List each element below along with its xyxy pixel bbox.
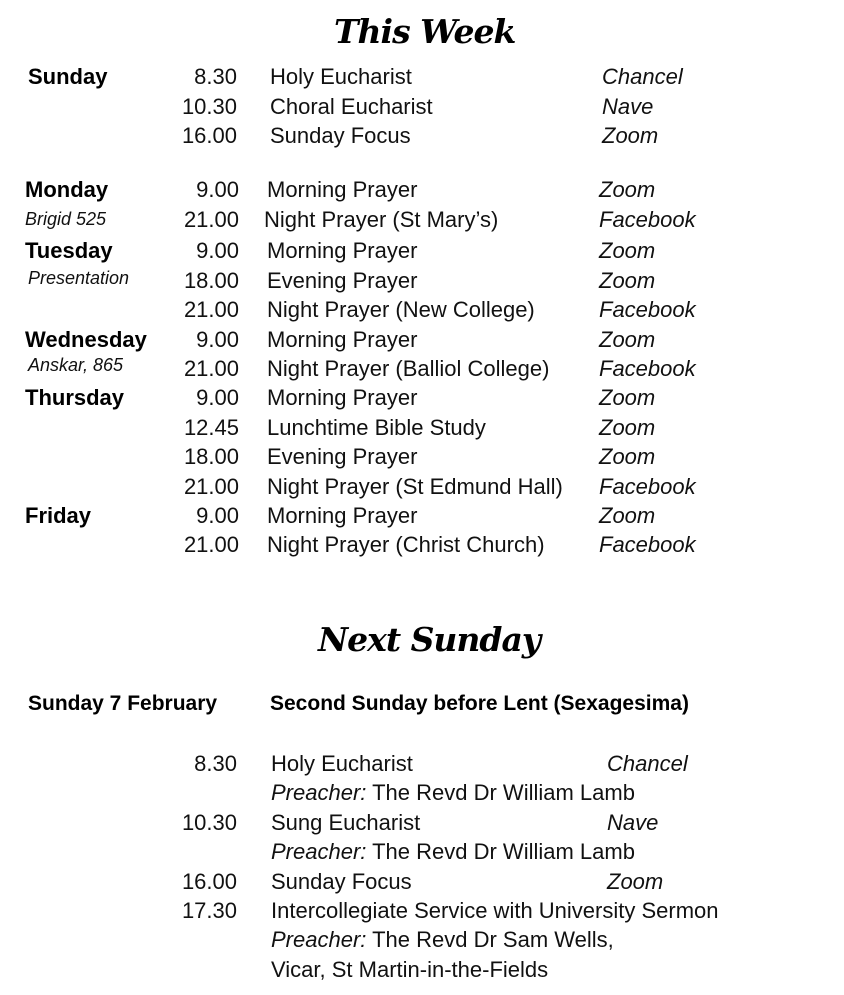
service-time: 21.00 (183, 532, 239, 557)
next-sunday-date: Sunday 7 February (28, 692, 218, 715)
service-place: Zoom (599, 268, 656, 293)
service-time: 21.00 (183, 207, 239, 232)
service-time: 9.00 (196, 327, 239, 352)
service-place: Facebook (599, 207, 696, 232)
service-place: Zoom (599, 415, 656, 440)
preacher-label: Preacher: (271, 780, 367, 805)
service-place: Zoom (599, 177, 656, 202)
service-title: Choral Eucharist (270, 94, 433, 119)
service-title: Night Prayer (Christ Church) (267, 532, 545, 557)
service-place: Zoom (602, 123, 659, 148)
commemoration-tuesday: Presentation (28, 268, 130, 288)
service-time: 17.30 (181, 898, 237, 923)
service-time: 16.00 (181, 869, 237, 894)
service-time: 9.00 (196, 177, 239, 202)
this-week-heading: This Week (334, 12, 516, 51)
service-title: Sunday Focus (271, 869, 412, 894)
service-time: 9.00 (196, 238, 239, 263)
next-sunday-heading: Next Sunday (318, 620, 541, 659)
day-label-sunday: Sunday (28, 64, 108, 89)
service-place: Chancel (607, 751, 688, 776)
service-title: Intercollegiate Service with University Sermon (271, 898, 719, 923)
service-place: Chancel (602, 64, 683, 89)
service-title: Morning Prayer (267, 238, 418, 263)
preacher-line (271, 927, 614, 953)
service-time: 8.30 (194, 751, 237, 776)
service-title: Night Prayer (Balliol College) (267, 356, 550, 381)
service-place: Zoom (599, 385, 656, 410)
service-title: Holy Eucharist (270, 64, 412, 89)
service-place: Facebook (599, 474, 696, 499)
service-place: Zoom (599, 327, 656, 352)
service-time: 10.30 (181, 94, 237, 119)
service-time: 12.45 (183, 415, 239, 440)
commemoration-wednesday: Anskar, 865 (28, 355, 124, 375)
preacher-name: The Revd Dr Sam Wells, (372, 927, 614, 952)
preacher-name: The Revd Dr William Lamb (372, 780, 635, 805)
service-time: 21.00 (183, 297, 239, 322)
preacher-line (271, 839, 635, 865)
preacher-name: The Revd Dr William Lamb (372, 839, 635, 864)
day-label-tuesday: Tuesday (25, 238, 113, 263)
service-time: 10.30 (181, 810, 237, 835)
service-place: Zoom (599, 238, 656, 263)
service-title: Holy Eucharist (271, 751, 413, 776)
service-place: Zoom (607, 869, 664, 894)
service-title: Night Prayer (St Edmund Hall) (267, 474, 563, 499)
next-sunday-occasion: Second Sunday before Lent (Sexagesima) (270, 692, 689, 715)
preacher-label: Preacher: (271, 927, 367, 952)
preacher-line (271, 780, 635, 806)
service-place: Facebook (599, 532, 696, 557)
service-place: Facebook (599, 356, 696, 381)
service-title: Night Prayer (New College) (267, 297, 535, 322)
service-time: 18.00 (183, 444, 239, 469)
preacher-label: Preacher: (271, 839, 367, 864)
service-title: Sung Eucharist (271, 810, 421, 835)
service-place: Zoom (599, 503, 656, 528)
day-label-monday: Monday (25, 177, 109, 202)
service-time: 8.30 (194, 64, 237, 89)
preacher-affiliation: Vicar, St Martin-in-the-Fields (271, 957, 549, 982)
service-place: Nave (607, 810, 659, 835)
day-label-wednesday: Wednesday (25, 327, 147, 352)
day-label-friday: Friday (25, 503, 92, 528)
service-title: Night Prayer (St Mary’s) (264, 207, 499, 232)
service-title: Sunday Focus (270, 123, 411, 148)
service-time: 21.00 (183, 474, 239, 499)
service-time: 9.00 (196, 385, 239, 410)
day-label-thursday: Thursday (25, 385, 125, 410)
service-time: 21.00 (183, 356, 239, 381)
service-title: Morning Prayer (267, 177, 418, 202)
service-title: Evening Prayer (267, 444, 418, 469)
service-time: 16.00 (181, 123, 237, 148)
commemoration-monday: Brigid 525 (25, 209, 107, 229)
service-place: Zoom (599, 444, 656, 469)
service-place: Facebook (599, 297, 696, 322)
service-title: Morning Prayer (267, 503, 418, 528)
service-title: Evening Prayer (267, 268, 418, 293)
service-time: 18.00 (183, 268, 239, 293)
service-title: Lunchtime Bible Study (267, 415, 486, 440)
service-title: Morning Prayer (267, 385, 418, 410)
service-place: Nave (602, 94, 654, 119)
service-title: Morning Prayer (267, 327, 418, 352)
service-time: 9.00 (196, 503, 239, 528)
